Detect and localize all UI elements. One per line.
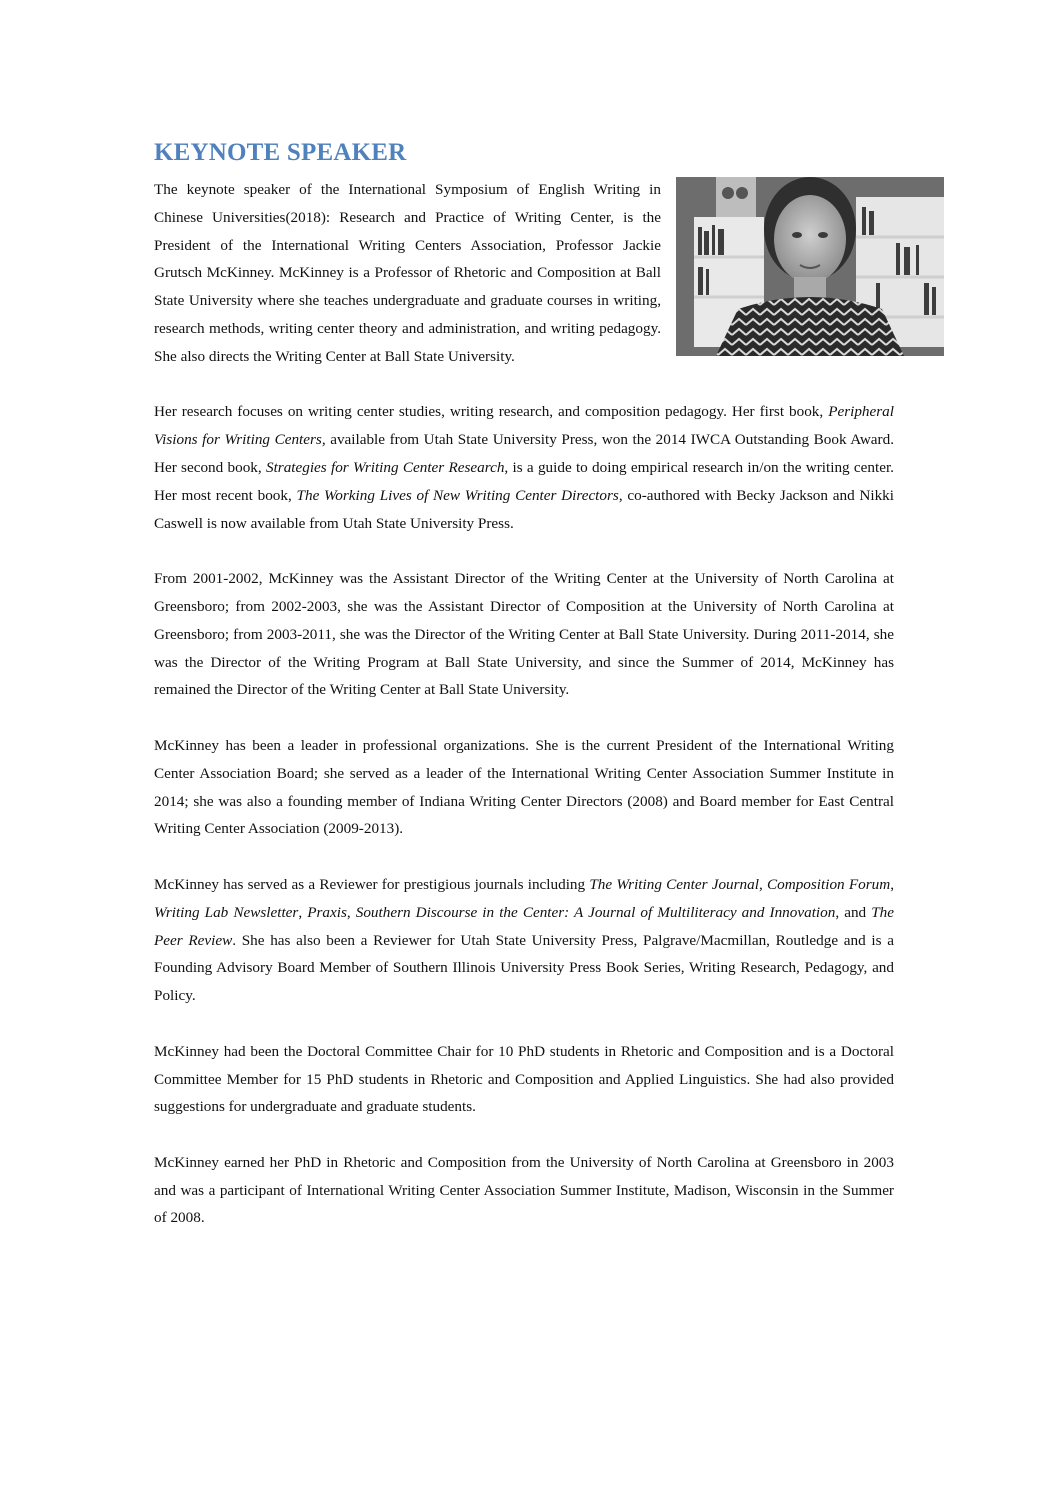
- career-paragraph: From 2001-2002, McKinney was the Assistant Director of the Writing Center at the University of North Carolina at Greensboro; from 2002-2003, she was the Assistant Director of Composition at the University of North Carolina at Greensboro; from 2003-2011, she was the Director of the Writing Center at Ball State University. During 2011-2014, she was the Director of the Writing Program at Ball State University, and since the Summer of 2014, McKinney has remained the Director of the Writing Center at Ball State University.: [154, 570, 894, 699]
- journal-writing-lab-newsletter: Writing Lab Newsletter: [154, 903, 299, 921]
- book-title-peripheral-visions: Peripheral Visions for Writing Centers: [154, 403, 894, 449]
- journal-composition-forum: Composition Forum: [767, 875, 891, 893]
- research-text-1: Her research focuses on writing center studies, writing research, and composition pedagogy. Her first book,: [154, 403, 829, 421]
- journal-peer-review: The Peer Review: [154, 903, 895, 949]
- document-page: [154, 138, 894, 1232]
- committee-paragraph: McKinney had been the Doctoral Committee Chair for 10 PhD students in Rhetoric and Composition and is a Doctoral Committee Member for 15 PhD students in Rhetoric and Composition and Applied Linguistics. She had also provided suggestions for undergraduate and graduate students.: [154, 1042, 894, 1116]
- education-paragraph: McKinney earned her PhD in Rhetoric and Composition from the University of North Carolina at Greensboro in 2003 and was a participant of International Writing Center Association Summer Institute, Madison, Wisconsin in the Summer of 2008.: [154, 1153, 894, 1227]
- speaker-portrait-photo-icon: [676, 177, 944, 356]
- leadership-paragraph: McKinney has been a leader in professional organizations. She is the current President of the International Writing Center Association Board; she served as a leader of the International Writing Center Association Summer Institute in 2014; she was also a founding member of Indiana Writing Center Directors (2008) and Board member for East Central Writing Center Association (2009-2013).: [154, 736, 894, 838]
- page-title: KEYNOTE SPEAKER: [154, 139, 407, 166]
- journal-writing-center-journal: The Writing Center Journal: [589, 875, 759, 893]
- research-paragraph: [154, 398, 894, 537]
- separator: ,: [890, 875, 895, 893]
- journal-southern-discourse: Southern Discourse in the Center: A Journal of Multiliteracy and Innovation: [355, 903, 836, 921]
- separator: ,: [758, 875, 767, 893]
- intro-section: [154, 176, 894, 371]
- research-text-2: , available from Utah State University Press, won the 2014 IWCA Outstanding Book Award. Her second book,: [154, 431, 894, 476]
- reviewer-text-1: McKinney has served as a Reviewer for prestigious journals including: [154, 875, 590, 893]
- reviewer-paragraph: [154, 871, 894, 1010]
- journal-praxis: Praxis: [307, 903, 347, 921]
- book-title-working-lives: The Working Lives of New Writing Center Directors: [296, 486, 619, 504]
- separator: , and: [835, 903, 872, 921]
- research-text-3: , is a guide to doing empirical research in/on the writing center. Her most recent book,: [154, 458, 894, 504]
- book-title-strategies: Strategies for Writing Center Research: [265, 458, 505, 476]
- research-text-4: , co-authored with Becky Jackson and Nikki Caswell is now available from Utah State University Press.: [154, 486, 894, 532]
- separator: ,: [298, 903, 308, 921]
- separator: ,: [346, 903, 356, 921]
- reviewer-text-2: . She has also been a Reviewer for Utah State University Press, Palgrave/Macmillan, Routledge and is a Founding Advisory Board Member of Southern Illinois University Press Book Series, Writing Research, Pedagogy, and Policy.: [154, 931, 894, 1005]
- intro-paragraph: The keynote speaker of the International Symposium of English Writing in Chinese Universities(2018): Research and Practice of Writing Center, is the President of the International Writing Centers Association, Professor Jackie Grutsch McKinney. McKinney is a Professor of Rhetoric and Composition at Ball State University where she teaches undergraduate and graduate courses in writing, research methods, writing center theory and administration, and writing pedagogy. She also directs the Writing Center at Ball State University.: [154, 181, 661, 365]
